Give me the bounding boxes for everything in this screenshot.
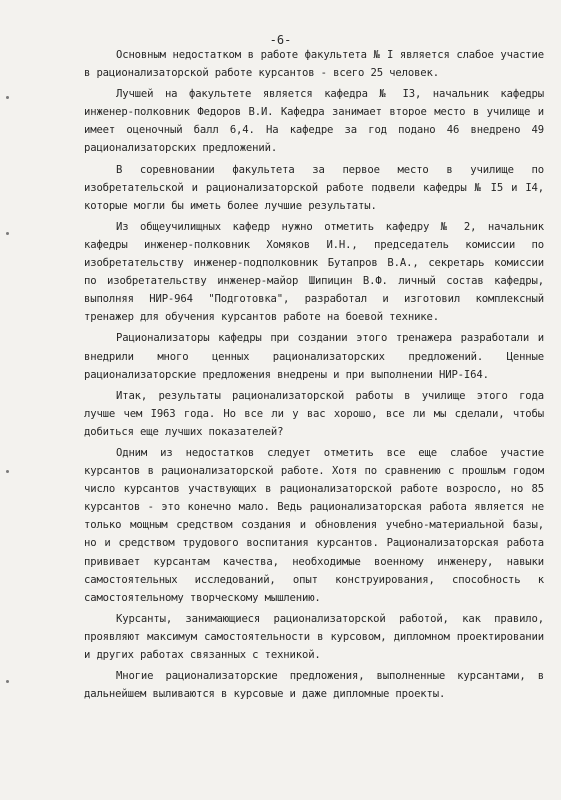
scan-speck [6,96,9,99]
scan-speck [6,470,9,473]
paragraph-6: Итак, результаты рационализаторской работы в училище этого года лучше чем I963 года. Но все ли у вас хорошо, все ли мы сделали, чтобы добиться еще лучших показателей? [84,389,544,438]
paragraph-5: Рационализаторы кафедры при создании этого тренажера разработали и внедрили много ценных рационализаторских предложений. Ценные рационализаторские предложения внедрены и при выполнении НИР-I64. [84,332,544,381]
paragraph-3: В соревновании факультета за первое место в училище по изобретательской и рационализаторской работе подвели кафедры № I5 и I4, которые могли бы иметь более лучшие результаты. [84,163,544,212]
scan-speck [6,232,9,235]
page-number: -6- [269,33,292,47]
paragraph-2: Лучшей на факультете является кафедра № I3, начальник кафедры инженер-полковник Федоров В.И. Кафедра занимает второе место в училище и имеет оценочный балл 6,4. На кафедре за год подано 46 внедрено 49 рационализаторских предложений. [84,88,544,155]
paragraph-4: Из общеучилищных кафедр нужно отметить кафедру № 2, начальник кафедры инженер-полковник Хомяков И.Н., председатель комиссии по изобретательству инженер-подполковник Бутапров В.А., секретарь комиссии по изобретательству инженер-майор Шипицин В.Ф. личный состав кафедры, выполняя НИР-964 "Подготовка", разработал и изготовил комплексный тренажер для обучения курсантов работе на боевой технике. [84,220,544,324]
paragraph-9: Многие рационализаторские предложения, выполненные курсантами, в дальнейшем выливаются в курсовые и даже дипломные проекты. [84,670,544,701]
paragraph-7: Одним из недостатков следует отметить все еще слабое участие курсантов в рационализаторской работе. Хотя по сравнению с прошлым годом число курсантов участвующих в рационализаторской работе возросло, но 85 курсантов - это конечно мало. Ведь рационализаторская работа является не только мощным средством создания и обновления учебно-материальной базы, но и средством трудового воспитания курсантов. Рационализаторская работа прививает курсантам качества, необходимые военному инженеру, навыки самостоятельных исследований, опыт конструирования, способность к самостоятельному творческому мышлению. [84,446,544,604]
document-body [84,46,544,706]
scan-speck [6,680,9,683]
paragraph-1: Основным недостатком в работе факультета № I является слабое участие в рационализаторской работе курсантов - всего 25 человек. [84,49,544,80]
paragraph-8: Курсанты, занимающиеся рационализаторской работой, как правило, проявляют максимум самостоятельности в курсовом, дипломном проектировании и других работах связанных с техникой. [84,612,544,661]
